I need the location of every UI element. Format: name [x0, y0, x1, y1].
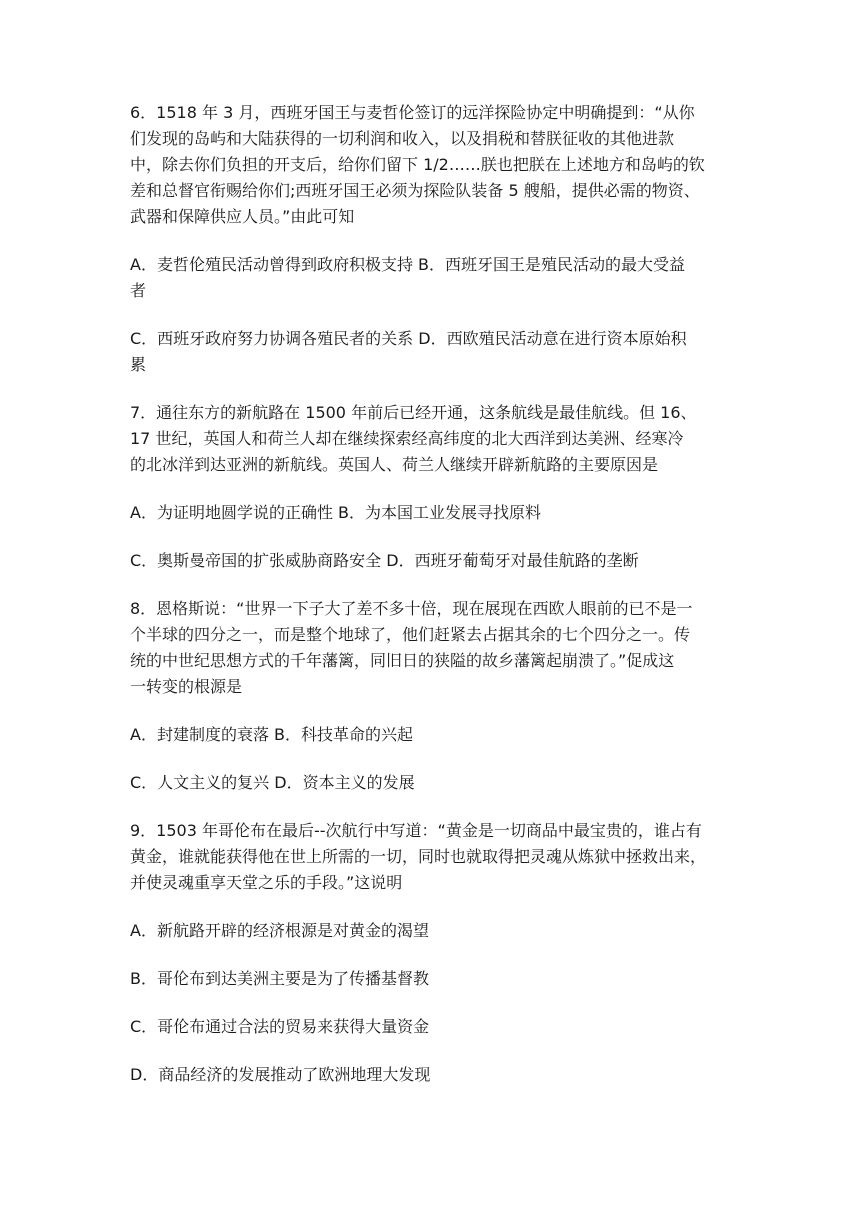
question-8-stem: 8．恩格斯说：“世界一下子大了差不多十倍，现在展现在西欧人眼前的已不是一 个半球的四分之一，而是整个地球了，他们赶紧去占据其余的七个四分之一。传 统的中世纪思想方式的千年藩篱，同旧日的狭隘的故乡藩篱起崩溃了。”促成这 一转变的根源是: [130, 599, 693, 696]
question-9-option-c: C．哥伦布通过合法的贸易来获得大量资金: [130, 1017, 430, 1036]
question-6-options-cd: C．西班牙政府努力协调各殖民者的关系 D．西欧殖民活动意在进行资本原始积 累: [130, 329, 687, 374]
question-9-option-b: B．哥伦布到达美洲主要是为了传播基督教: [130, 969, 429, 988]
question-8-options-cd: C．人文主义的复兴 D．资本主义的发展: [130, 773, 415, 792]
question-7-options-ab: A．为证明地圆学说的正确性 B．为本国工业发展寻找原料: [130, 503, 542, 522]
document-page: [130, 100, 730, 1110]
question-9-option-d: D．商品经济的发展推动了欧洲地理大发现: [130, 1065, 431, 1084]
question-9-option-a: A．新航路开辟的经济根源是对黄金的渴望: [130, 921, 429, 940]
question-6-options-ab: A．麦哲伦殖民活动曾得到政府积极支持 B．西班牙国王是殖民活动的最大受益 者: [130, 255, 686, 300]
question-8-options-ab: A．封建制度的衰落 B．科技革命的兴起: [130, 725, 414, 744]
question-9-stem: 9．1503 年哥伦布在最后--次航行中写道：“黄金是一切商品中最宝贵的，谁占有 黄金，谁就能获得他在世上所需的一切，同时也就取得把灵魂从炼狱中拯救出来， 并使灵魂重享天堂之乐的手段。”这说明: [130, 821, 707, 892]
question-6-stem: 6．1518 年 3 月，西班牙国王与麦哲伦签订的远洋探险协定中明确提到：“从你 们发现的岛屿和大陆获得的一切利润和收入，以及捐税和替朕征收的其他进款 中，除去你们负担的开支后，给你们留下 1/2……朕也把朕在上述地方和岛屿的钦 差和总督官衔赐给你们;西班牙国王必须为探险队装备 5 艘船，提供必需的物资、 武器和保障供应人员。”由此可知: [130, 103, 705, 226]
question-7-stem: 7．通往东方的新航路在 1500 年前后已经开通，这条航线是最佳航线。但 16、 17 世纪，英国人和荷兰人却在继续探索经高纬度的北大西洋到达美洲、经寒冷 的北冰洋到达亚洲的新航线。英国人、荷兰人继续开辟新航路的主要原因是: [130, 403, 697, 474]
question-7-options-cd: C．奥斯曼帝国的扩张威胁商路安全 D．西班牙葡萄牙对最佳航路的垄断: [130, 551, 639, 570]
